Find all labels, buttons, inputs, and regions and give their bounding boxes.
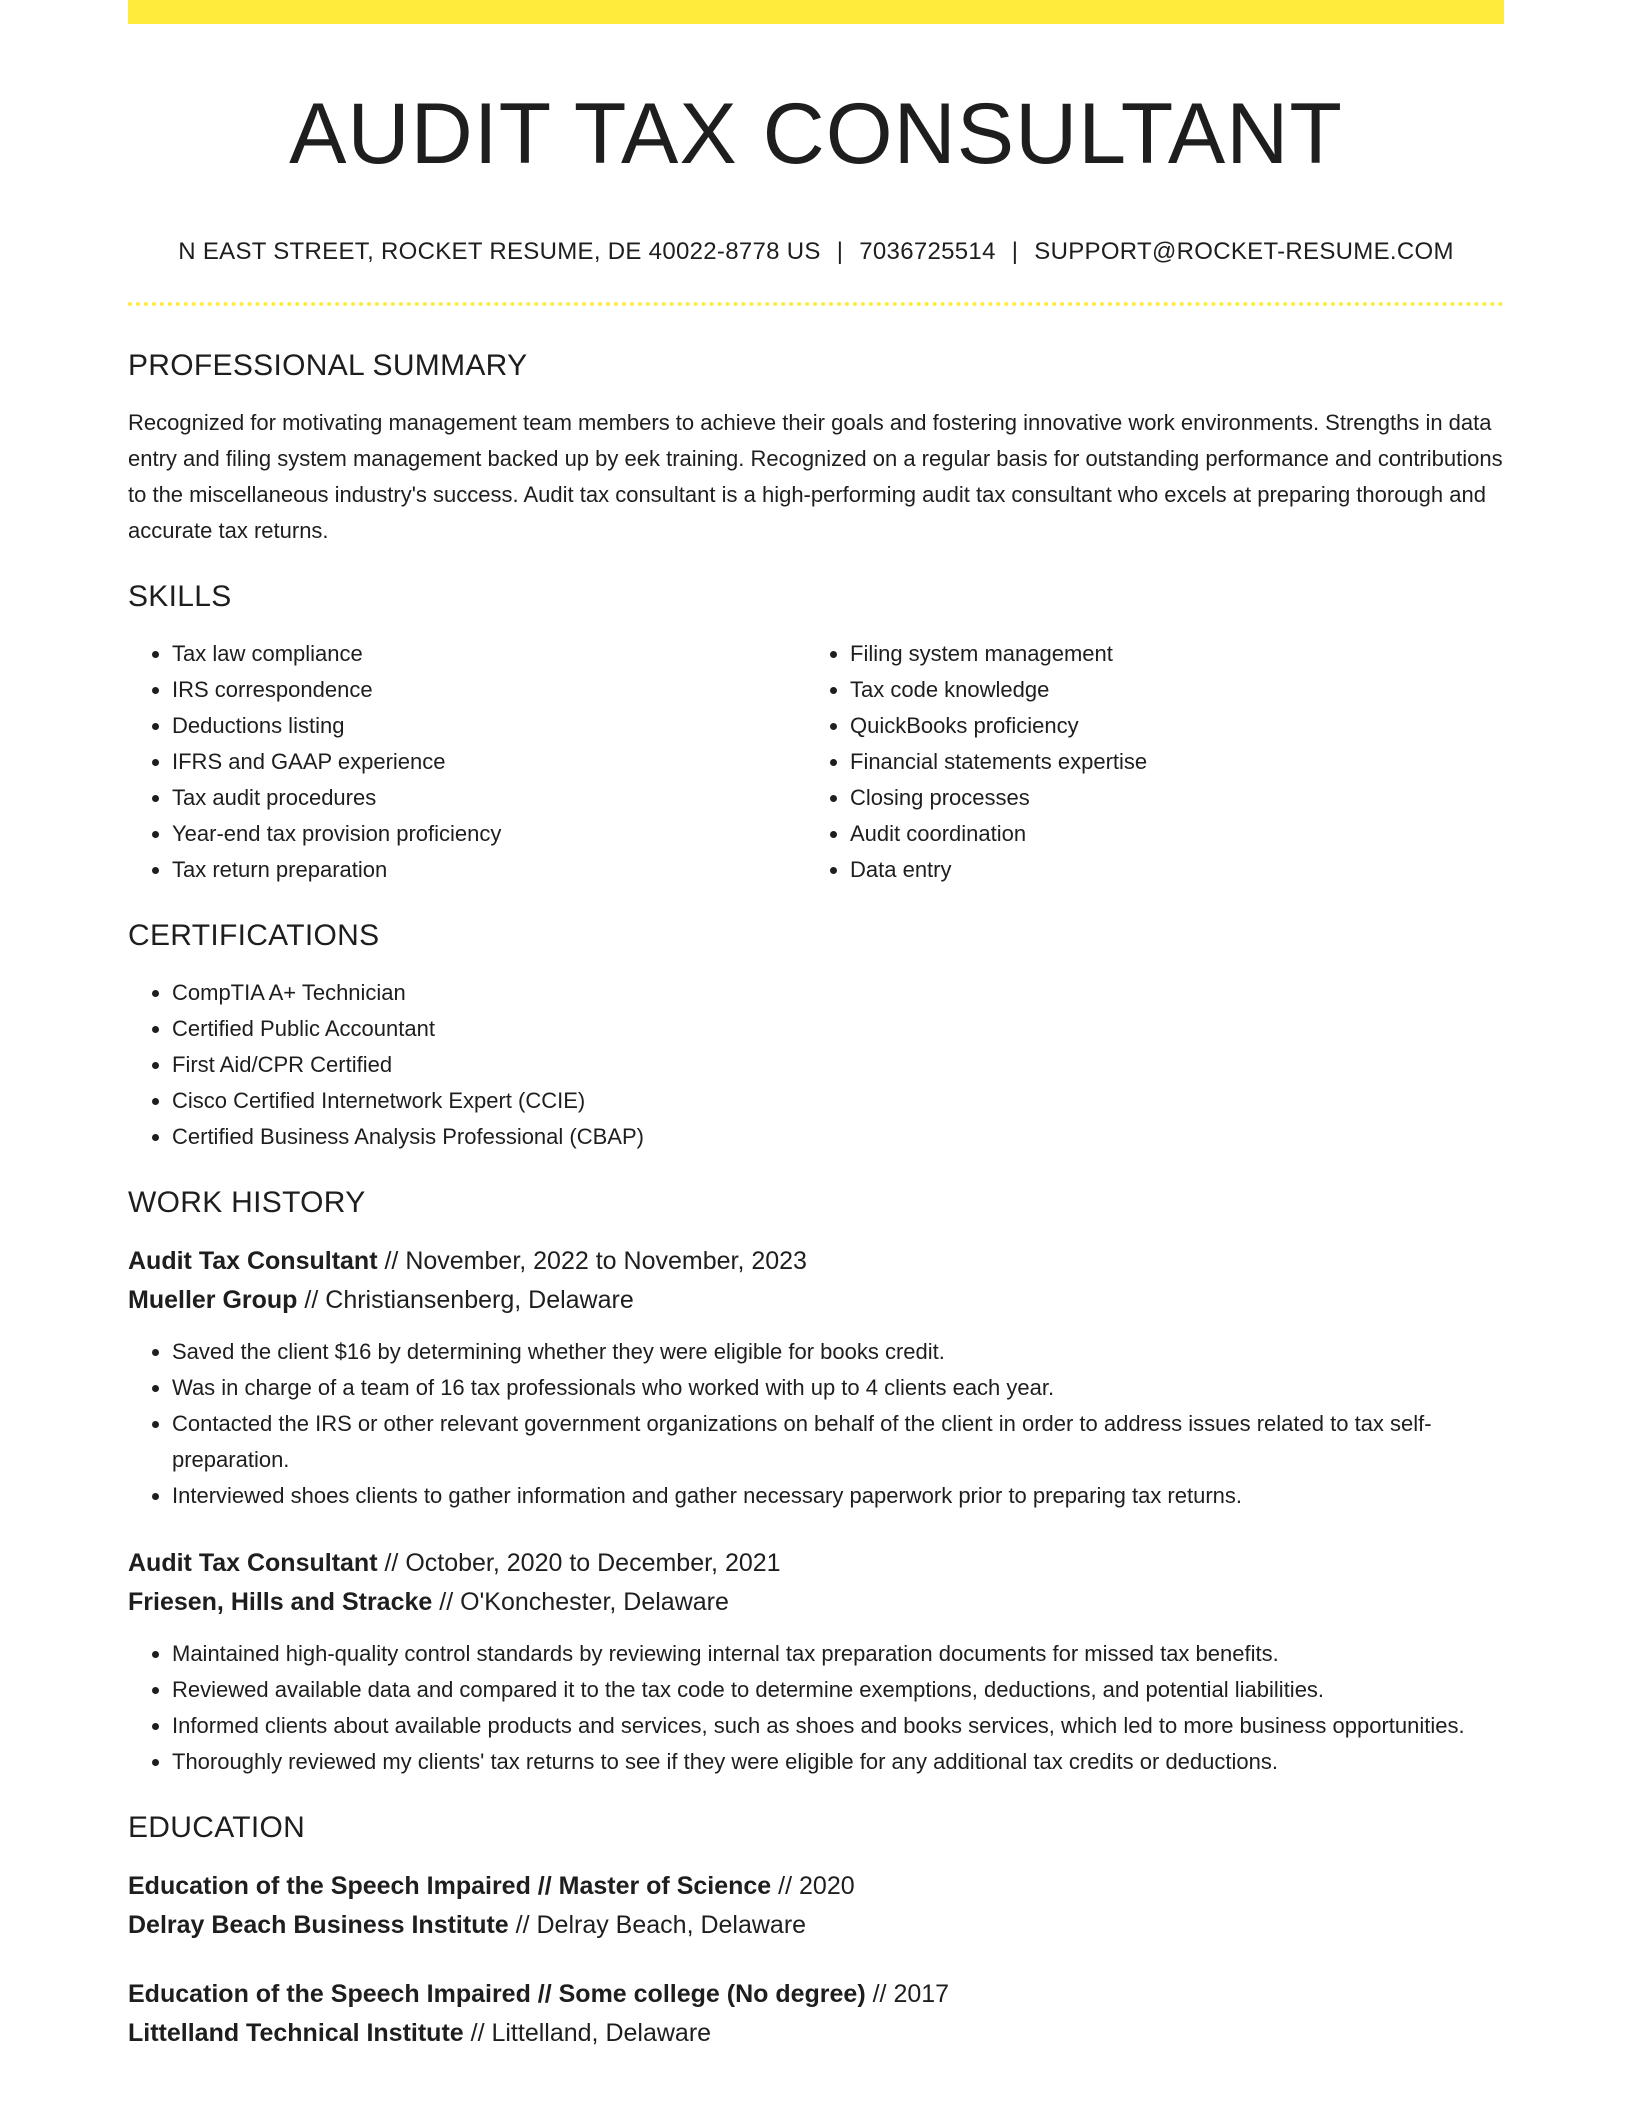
job-location: // O'Konchester, Delaware xyxy=(439,1588,729,1616)
work-history-heading: WORK HISTORY xyxy=(128,1186,366,1219)
education-location: // Littelland, Delaware xyxy=(470,2019,712,2047)
job-company: Mueller Group xyxy=(128,1286,298,1314)
job-bullet: • Saved the client $16 by determining whether they were eligible for books credit. xyxy=(172,1334,1504,1370)
contact-phone: 7036725514 xyxy=(859,238,996,265)
certification-item: • First Aid/CPR Certified xyxy=(172,1047,1504,1083)
skills-grid xyxy=(128,636,1504,888)
job-entry xyxy=(128,1544,1504,1780)
skill-item: • Deductions listing xyxy=(172,708,806,744)
skill-item: • IRS correspondence xyxy=(172,672,806,708)
skills-column-left xyxy=(128,636,806,888)
job-entry xyxy=(128,1242,1504,1514)
job-dates: // October, 2020 to December, 2021 xyxy=(384,1549,781,1577)
resume-content xyxy=(128,0,1504,2053)
skill-item: • QuickBooks proficiency xyxy=(850,708,1484,744)
dotted-divider xyxy=(128,302,1504,306)
resume-name: AUDIT TAX CONSULTANT xyxy=(289,86,1343,182)
skill-item: • IFRS and GAAP experience xyxy=(172,744,806,780)
education-degree-line xyxy=(128,1975,1504,2014)
skill-item: • Tax return preparation xyxy=(172,852,806,888)
certifications-heading: CERTIFICATIONS xyxy=(128,919,380,952)
job-company: Friesen, Hills and Stracke xyxy=(128,1588,433,1616)
certifications-list xyxy=(128,975,1504,1155)
skill-item: • Tax code knowledge xyxy=(850,672,1484,708)
skill-item: • Year-end tax provision proficiency xyxy=(172,816,806,852)
skills-heading: SKILLS xyxy=(128,580,232,613)
skills-list-left xyxy=(128,636,806,888)
job-bullets xyxy=(128,1334,1504,1514)
education-heading: EDUCATION xyxy=(128,1811,306,1844)
job-bullet: • Informed clients about available products and services, such as shoes and books services, which led to more business opportunities. xyxy=(172,1708,1504,1744)
job-bullet: • Contacted the IRS or other relevant government organizations on behalf of the client in order to address issues related to tax self-preparation. xyxy=(172,1406,1504,1478)
education-degree: Education of the Speech Impaired // Master of Science xyxy=(128,1872,772,1900)
education-degree-line xyxy=(128,1867,1504,1906)
certification-item: • Certified Business Analysis Professional (CBAP) xyxy=(172,1119,1504,1155)
job-company-line xyxy=(128,1583,1504,1622)
contact-separator: | xyxy=(1011,238,1019,265)
job-company-line xyxy=(128,1281,1504,1320)
education-year: // 2020 xyxy=(778,1872,855,1900)
top-accent-bar xyxy=(128,0,1504,24)
contact-email: SUPPORT@ROCKET-RESUME.COM xyxy=(1034,238,1454,265)
summary-heading: PROFESSIONAL SUMMARY xyxy=(128,349,528,382)
job-bullet: • Thoroughly reviewed my clients' tax returns to see if they were eligible for any additional tax credits or deductions. xyxy=(172,1744,1504,1780)
job-title-line xyxy=(128,1242,1504,1281)
certification-item: • Certified Public Accountant xyxy=(172,1011,1504,1047)
job-bullets xyxy=(128,1636,1504,1780)
education-school: Littelland Technical Institute xyxy=(128,2019,464,2047)
skills-list-right xyxy=(806,636,1484,888)
summary-text: Recognized for motivating management team members to achieve their goals and fostering innovative work environments. Strengths in data entry and filing system management backed up by eek training. Recognized on a regular basis for outstanding performance and contributions to the miscellaneous industry's success. Audit tax consultant is a high-performing audit tax consultant who excels at preparing thorough and accurate tax returns. xyxy=(128,410,1503,543)
education-year: // 2017 xyxy=(872,1980,950,2008)
skill-item: • Data entry xyxy=(850,852,1484,888)
skill-item: • Tax law compliance xyxy=(172,636,806,672)
job-location: // Christiansenberg, Delaware xyxy=(304,1286,634,1314)
job-position: Audit Tax Consultant xyxy=(128,1549,378,1577)
contact-separator: | xyxy=(836,238,844,265)
job-bullet: • Was in charge of a team of 16 tax professionals who worked with up to 4 clients each year. xyxy=(172,1370,1504,1406)
education-school-line xyxy=(128,1906,1504,1945)
job-bullet: • Maintained high-quality control standards by reviewing internal tax preparation documents for missed tax benefits. xyxy=(172,1636,1504,1672)
skill-item: • Financial statements expertise xyxy=(850,744,1484,780)
job-position: Audit Tax Consultant xyxy=(128,1247,378,1275)
skill-item: • Filing system management xyxy=(850,636,1484,672)
education-school-line xyxy=(128,2014,1504,2053)
job-bullet: • Interviewed shoes clients to gather information and gather necessary paperwork prior to preparing tax returns. xyxy=(172,1478,1504,1514)
certification-item: • Cisco Certified Internetwork Expert (CCIE) xyxy=(172,1083,1504,1119)
certification-item: • CompTIA A+ Technician xyxy=(172,975,1504,1011)
contact-line xyxy=(128,236,1504,268)
education-school: Delray Beach Business Institute xyxy=(128,1911,509,1939)
education-entry xyxy=(128,1975,1504,2053)
education-location: // Delray Beach, Delaware xyxy=(515,1911,807,1939)
job-title-line xyxy=(128,1544,1504,1583)
contact-address: N EAST STREET, ROCKET RESUME, DE 40022-8778 US xyxy=(178,238,821,265)
education-entry xyxy=(128,1867,1504,1945)
skills-column-right xyxy=(806,636,1484,888)
skill-item: • Closing processes xyxy=(850,780,1484,816)
education-degree: Education of the Speech Impaired // Some college (No degree) xyxy=(128,1980,866,2008)
job-dates: // November, 2022 to November, 2023 xyxy=(384,1247,807,1275)
skill-item: • Tax audit procedures xyxy=(172,780,806,816)
skill-item: • Audit coordination xyxy=(850,816,1484,852)
job-bullet: • Reviewed available data and compared it to the tax code to determine exemptions, deductions, and potential liabilities. xyxy=(172,1672,1504,1708)
